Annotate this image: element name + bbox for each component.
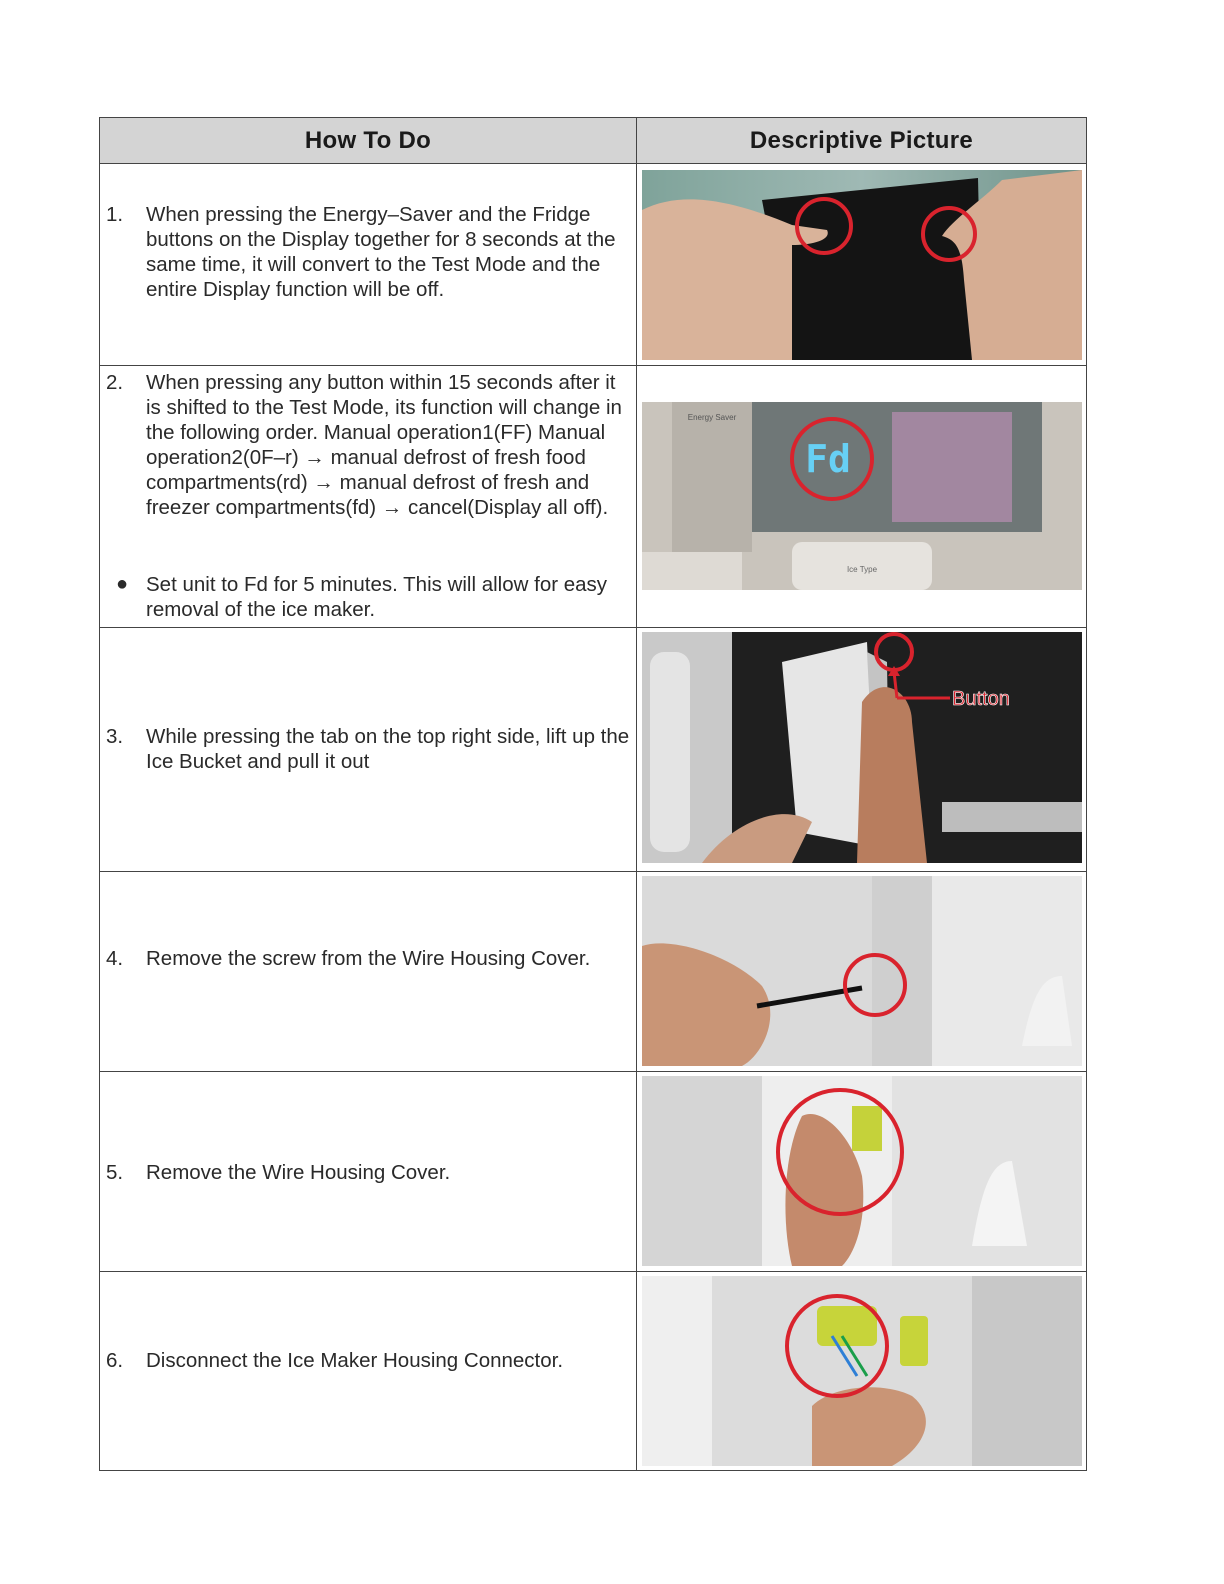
ice-type-label: Ice Type <box>846 565 878 574</box>
row-divider <box>100 365 1086 366</box>
step-number: 6. <box>106 1349 124 1372</box>
step-text: Remove the screw from the Wire Housing Cover. <box>146 947 591 970</box>
step-number: 2. <box>106 371 124 394</box>
picture-test-mode-display <box>642 402 1082 590</box>
header-descriptive-picture: Descriptive Picture <box>636 118 1086 164</box>
bullet-icon: ● <box>116 573 129 595</box>
header-how-to-do: How To Do <box>100 118 636 164</box>
step-text: Disconnect the Ice Maker Housing Connector. <box>146 1349 564 1372</box>
step-number: 3. <box>106 725 124 748</box>
row-divider <box>100 1071 1086 1072</box>
step-number: 1. <box>106 203 124 226</box>
step-text: Remove the Wire Housing Cover. <box>146 1161 451 1184</box>
note-text: Set unit to Fd for 5 minutes. This will allow for easy removal of the ice maker. <box>146 573 608 621</box>
step-number: 4. <box>106 947 124 970</box>
step-number: 5. <box>106 1161 124 1184</box>
step-text: While pressing the tab on the top right side, lift up the Ice Bucket and pull it out <box>146 725 630 773</box>
row-divider <box>100 871 1086 872</box>
step-text: When pressing any button within 15 seconds after it is shifted to the Test Mode, its function will change in the following order. Manual operation1(FF) Manual operation2(0F–r) → manual defrost of fresh food compartments(rd) → manual defrost of fresh and freezer compartments(fd) → cancel(Display all off). <box>146 371 622 519</box>
column-divider <box>636 118 637 1470</box>
picture-display-buttons <box>642 170 1082 360</box>
fd-readout: Fd <box>805 437 851 481</box>
row-divider <box>100 627 1086 628</box>
button-callout-label: Button <box>952 688 1010 710</box>
energy-saver-label: Energy Saver <box>687 413 737 422</box>
picture-ice-bucket <box>642 632 1082 863</box>
row-divider <box>100 1271 1086 1272</box>
step-text: When pressing the Energy–Saver and the Fridge buttons on the Display together for 8 seconds at the same time, it will convert to the Test Mode and the entire Display function will be off. <box>146 203 616 301</box>
instruction-table <box>99 117 1087 1471</box>
picture-remove-wire-cover <box>642 1076 1082 1266</box>
picture-remove-screw <box>642 876 1082 1066</box>
picture-disconnect-connector <box>642 1276 1082 1466</box>
